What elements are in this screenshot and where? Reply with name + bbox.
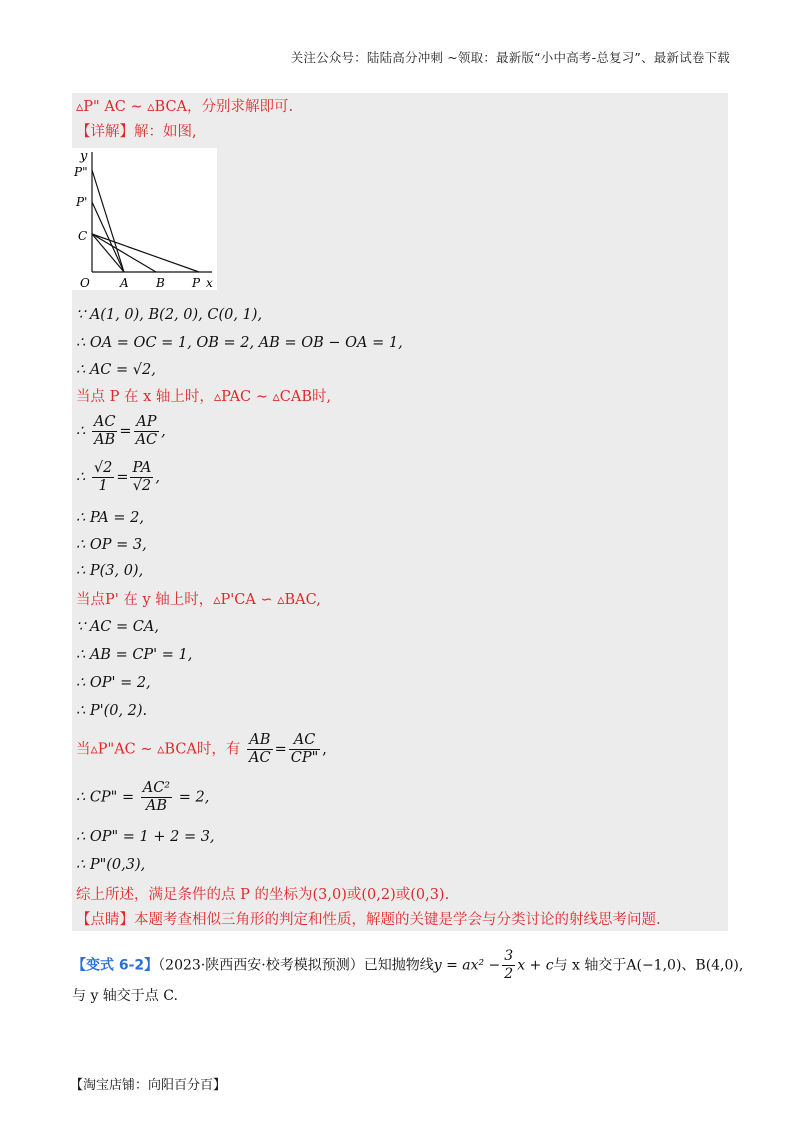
denominator: AB [94, 432, 116, 448]
fraction [92, 414, 118, 449]
remark-tag: 【点睛】 [76, 912, 134, 928]
case-y-axis: 当点P' 在 y 轴上时，▵P'CA ∽ ▵BAC, [76, 592, 321, 608]
numerator: AC² [142, 780, 171, 796]
variant-intersections: 与 x 轴交于A(−1,0)、B(4,0), [553, 957, 744, 974]
label-c: C [78, 229, 88, 243]
detail-line [76, 122, 197, 142]
cp2-suffix: = 2, [178, 789, 210, 806]
ratio-line-1: ∴ $\frac{AC}{AB}$ = $\frac{AP}{AC}$ , [76, 414, 166, 448]
denominator: AB [145, 798, 167, 814]
numerator: PA [132, 460, 152, 476]
numerator: AC [93, 414, 116, 430]
line-p2-a [92, 170, 124, 272]
variant-question [72, 948, 743, 983]
op1-value: ∴ OP' = 2, [76, 675, 151, 691]
label-p2: P" [74, 165, 88, 179]
remark-line [76, 910, 661, 930]
label-y: y [80, 149, 88, 164]
label-x: x [206, 276, 213, 290]
numerator: AC [289, 732, 321, 750]
fraction [141, 780, 172, 815]
summary-line: 综上所述，满足条件的点 P 的坐标为(3,0)或(0,2)或(0,3). [76, 887, 450, 903]
variant-tag: 【变式 6-2】 [72, 957, 159, 974]
denominator: CP" [290, 750, 319, 766]
label-b: B [156, 276, 165, 290]
numerator: AP [134, 414, 160, 432]
op2-value: ∴ OP" = 1 + 2 = 3, [76, 829, 215, 845]
page-header: 关注公众号：陆陆高分冲刺 ~领取：最新版“小中高考-总复习”、最新试卷下载 [290, 50, 730, 65]
denominator: 2 [504, 966, 514, 982]
equation-right: x + c [517, 957, 554, 974]
variant-source: （2023·陕西西安·校考模拟预测）已知抛物线 [158, 957, 434, 974]
therefore-sign: ∴ [76, 469, 86, 486]
ab-equals-cp1: ∴ AB = CP' = 1, [76, 647, 193, 663]
given-points: ∵ A(1, 0), B(2, 0), C(0, 1), [76, 307, 263, 323]
ac-length: ∴ AC = √2, [76, 362, 156, 378]
fraction [247, 732, 273, 767]
denominator: AC [249, 750, 271, 766]
numerator: AB [247, 732, 273, 750]
denominator: 1 [98, 478, 108, 494]
remark-text: 本题考查相似三角形的判定和性质，解题的关键是学会与分类讨论的射线思考问题. [134, 912, 661, 928]
p1-coordinate: ∴ P'(0, 2). [76, 703, 148, 719]
label-p1: P' [76, 195, 88, 209]
fraction [502, 948, 515, 983]
fraction [130, 460, 153, 495]
denominator: √2 [132, 478, 152, 494]
detail-text: 解：如图, [134, 124, 197, 140]
ratio-line-2: ∴ $\frac{√2}{1}$ = $\frac{PA}{√2}$ , [76, 460, 160, 494]
numerator: √2 [93, 460, 113, 476]
fraction [134, 414, 160, 449]
intro-line: ▵P" AC ∼ ▵BCA，分别求解即可. [76, 99, 294, 115]
segment-lengths: ∴ OA = OC = 1, OB = 2, AB = OB − OA = 1, [76, 335, 403, 351]
therefore-sign: ∴ [76, 423, 86, 440]
pa-value: ∴ PA = 2, [76, 510, 144, 526]
variant-question-line2: 与 y 轴交于点 C. [72, 988, 178, 1004]
fraction [92, 460, 114, 495]
detail-tag: 【详解】 [76, 124, 134, 140]
case-p2-text: 当▵P"AC ∼ ▵BCA时，有 [76, 741, 241, 758]
p2-coordinate: ∴ P"(0,3), [76, 857, 146, 873]
label-o: O [80, 276, 90, 290]
case-p2: 当▵P"AC ∼ ▵BCA时，有 $\frac{AB}{AC}$ = $\frac{AC}{CP"}$ , [76, 732, 327, 766]
op-value: ∴ OP = 3, [76, 537, 147, 553]
equation-left: y = ax² − [433, 957, 501, 974]
numerator: 3 [504, 948, 514, 964]
label-a: A [120, 276, 129, 290]
cp2-prefix: ∴ CP" = [76, 789, 135, 806]
case-x-axis: 当点 P 在 x 轴上时，▵PAC ∼ ▵CAB时, [76, 389, 332, 405]
figure-svg [72, 148, 217, 290]
denominator: AC [135, 432, 158, 448]
p-coordinate: ∴ P(3, 0), [76, 563, 144, 579]
page-footer: 【淘宝店铺：向阳百分百】 [70, 1078, 227, 1093]
ac-equals-ca: ∵ AC = CA, [76, 619, 159, 635]
fraction [289, 732, 321, 767]
label-p: P [192, 276, 201, 290]
cp2-value [76, 780, 209, 815]
coordinate-figure [72, 148, 217, 290]
